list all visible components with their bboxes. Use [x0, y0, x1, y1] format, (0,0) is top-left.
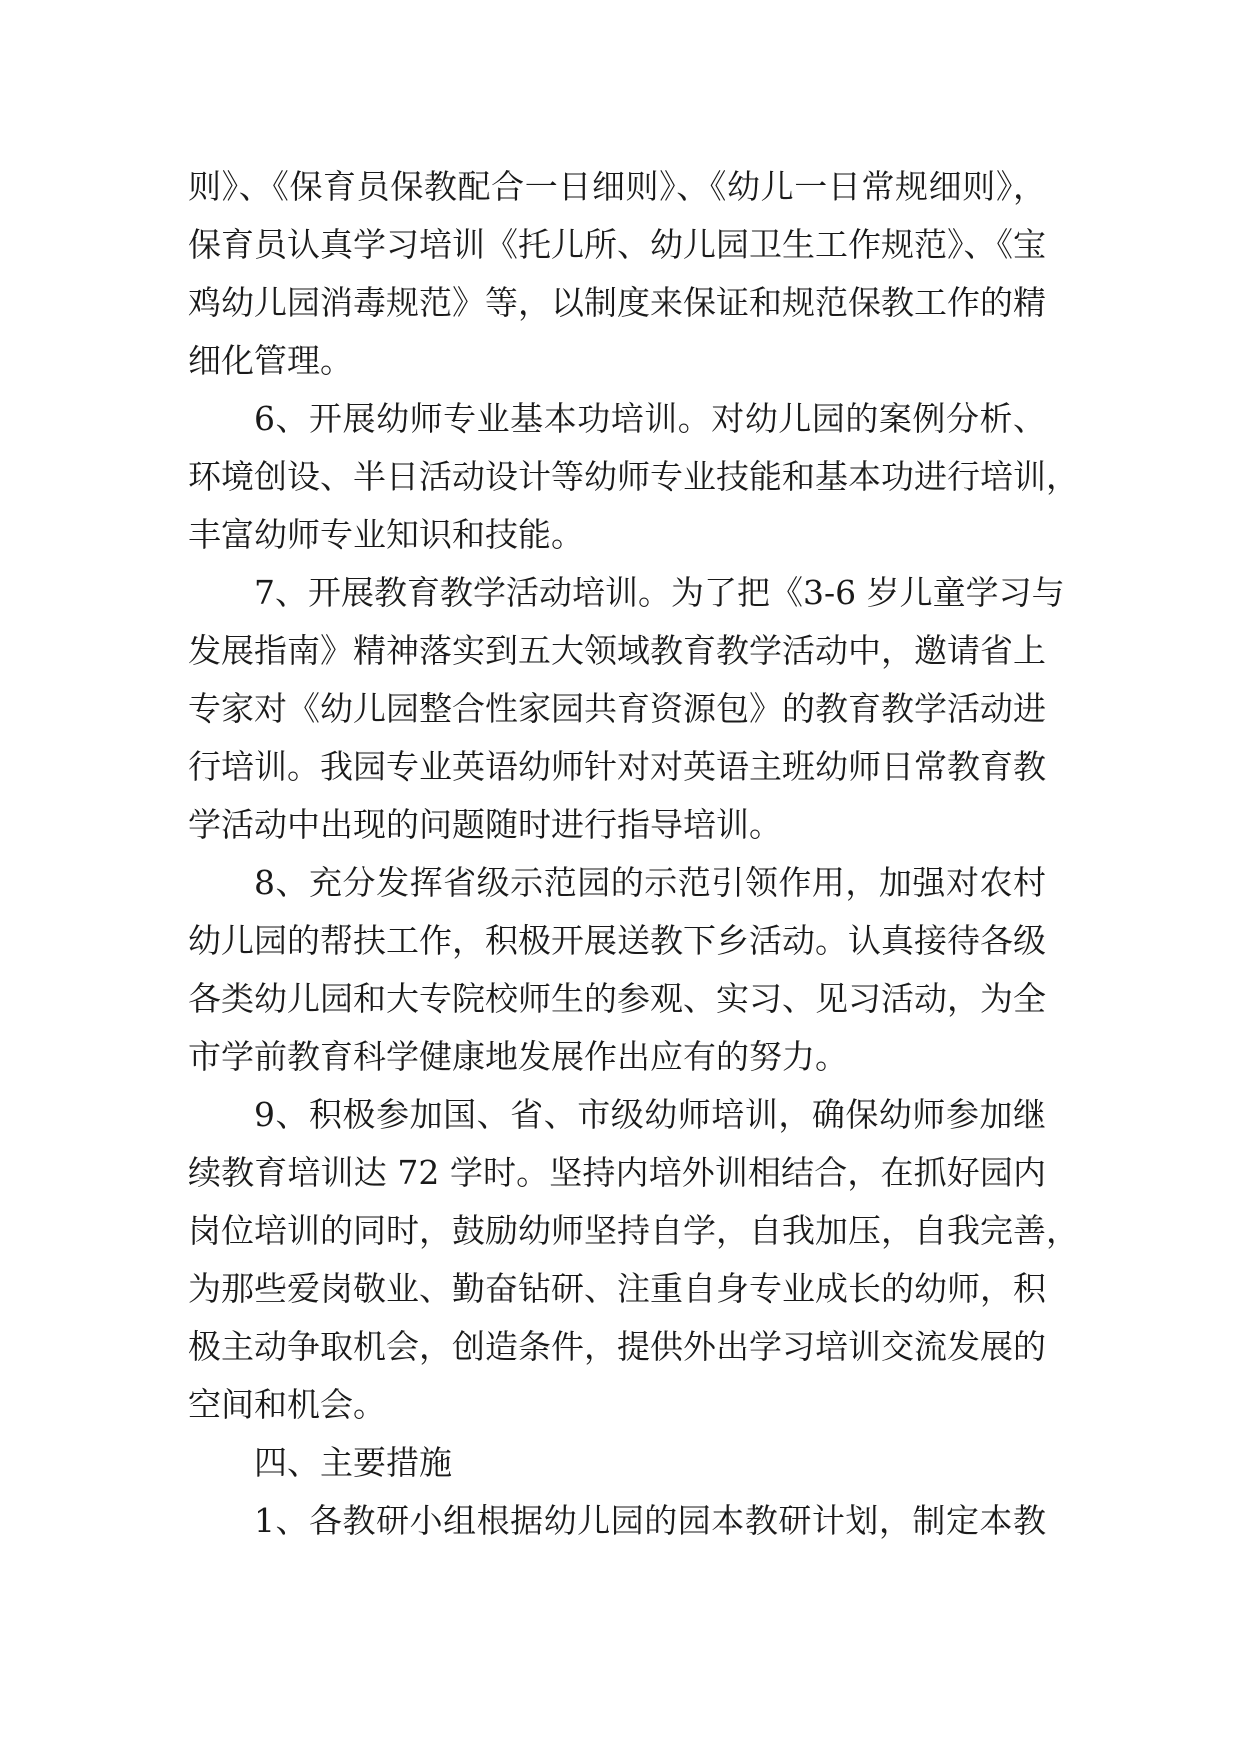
paragraph-first-line: 8、充分发挥省级示范园的示范引领作用，加强对农村 — [254, 863, 1046, 902]
text-line: 幼儿园的帮扶工作，积极开展送教下乡活动。认真接待各级 — [188, 921, 1046, 960]
document-body — [188, 158, 1079, 1550]
text-line: 空间和机会。 — [188, 1385, 386, 1424]
paragraph-first-line: 9、积极参加国、省、市级幼师培训，确保幼师参加继 — [254, 1095, 1046, 1134]
text-line: 细化管理。 — [188, 341, 353, 380]
paragraph-first-line: 6、开展幼师专业基本功培训。对幼儿园的案例分析、 — [254, 399, 1046, 438]
paragraph-first-line: 1、各教研小组根据幼儿园的园本教研计划，制定本教 — [254, 1501, 1046, 1540]
text-line: 专家对《幼儿园整合性家园共育资源包》的教育教学活动进 — [188, 689, 1046, 728]
text-line: 极主动争取机会，创造条件，提供外出学习培训交流发展的 — [188, 1327, 1046, 1366]
text-line: 市学前教育科学健康地发展作出应有的努力。 — [188, 1037, 848, 1076]
text-line: 则》、《保育员保教配合一日细则》、《幼儿一日常规细则》， — [188, 167, 1046, 206]
text-line: 发展指南》精神落实到五大领域教育教学活动中，邀请省上 — [188, 631, 1046, 670]
text-line: 各类幼儿园和大专院校师生的参观、实习、见习活动，为全 — [188, 979, 1046, 1018]
text-line: 续教育培训达 72 学时。坚持内培外训相结合，在抓好园内 — [188, 1153, 1046, 1192]
text-line: 鸡幼儿园消毒规范》等，以制度来保证和规范保教工作的精 — [188, 283, 1046, 322]
text-line: 保育员认真学习培训《托儿所、幼儿园卫生工作规范》、《宝 — [188, 225, 1046, 264]
text-line: 行培训。我园专业英语幼师针对对英语主班幼师日常教育教 — [188, 747, 1046, 786]
section-heading: 四、主要措施 — [254, 1443, 452, 1482]
text-line: 学活动中出现的问题随时进行指导培训。 — [188, 805, 782, 844]
text-line: 为那些爱岗敬业、勤奋钻研、注重自身专业成长的幼师，积 — [188, 1269, 1046, 1308]
paragraph-first-line: 7、开展教育教学活动培训。为了把《3-6 岁儿童学习与 — [254, 573, 1065, 612]
text-line: 环境创设、半日活动设计等幼师专业技能和基本功进行培训， — [188, 457, 1079, 496]
text-line: 丰富幼师专业知识和技能。 — [188, 515, 584, 554]
text-line: 岗位培训的同时，鼓励幼师坚持自学，自我加压，自我完善， — [188, 1211, 1079, 1250]
